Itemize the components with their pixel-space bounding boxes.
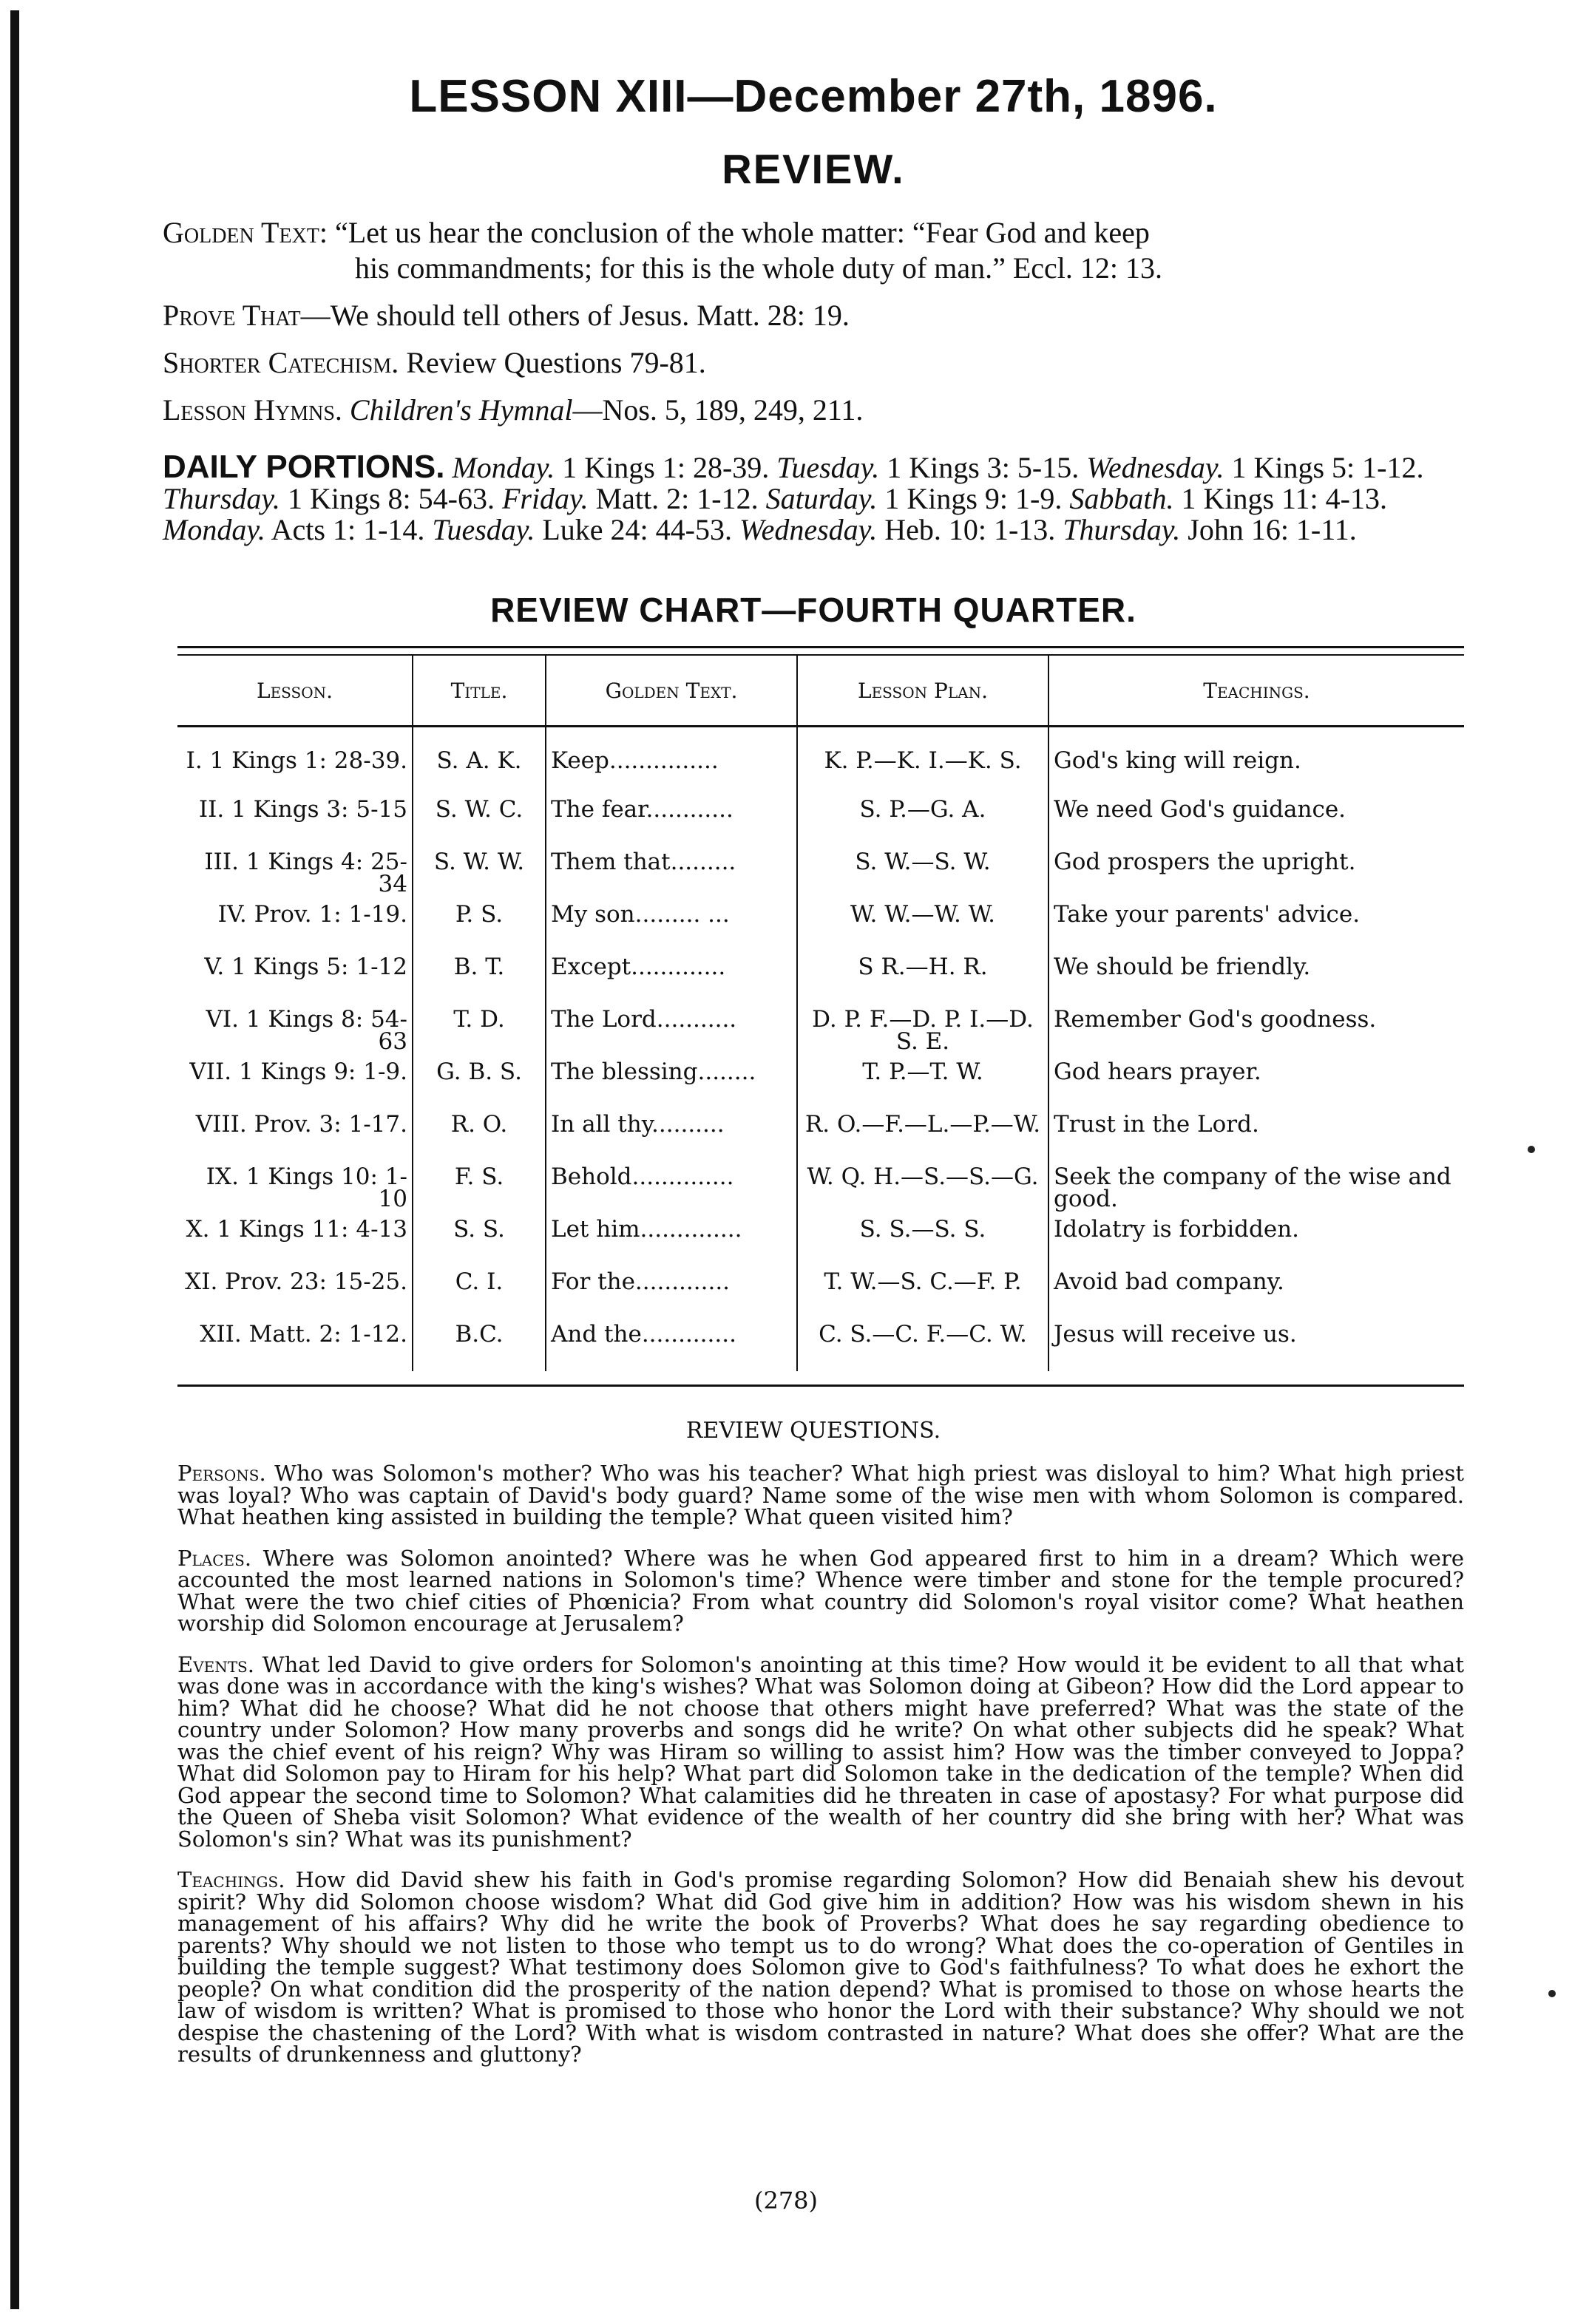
chart-cell-teachings: Idolatry is forbidden. bbox=[1048, 1214, 1464, 1266]
daily-portion-day: Tuesday. bbox=[432, 513, 535, 546]
daily-portion-ref: 1 Kings 1: 28-39. bbox=[555, 451, 777, 484]
header-teachings: Teachings. bbox=[1048, 656, 1464, 727]
daily-portion-day: Thursday. bbox=[1063, 513, 1181, 546]
chart-cell-lesson-plan: S R.—H. R. bbox=[797, 951, 1048, 1004]
chart-row bbox=[177, 951, 1464, 1004]
chart-cell-title: P. S. bbox=[413, 899, 546, 951]
chart-cell-title: S. W. C. bbox=[413, 794, 546, 846]
persons-text: Who was Solomon's mother? Who was his teacher? What high priest was disloyal to him? What high priest was loyal? Who was captain of David's body guard? Name some of the wise men with whom Solomon is compared. What heathen king assisted in building the temple? What queen visited him? bbox=[177, 1461, 1464, 1529]
lesson-hymns-book: Children's Hymnal bbox=[349, 393, 573, 427]
teachings-label: Teachings. bbox=[177, 1867, 285, 1892]
daily-portion-ref: Luke 24: 44-53. bbox=[535, 513, 739, 546]
chart-cell-lesson: V. 1 Kings 5: 1-12 bbox=[204, 954, 407, 980]
daily-portion-day: Wednesday. bbox=[1086, 451, 1224, 484]
header-lesson-plan: Lesson Plan. bbox=[797, 656, 1048, 727]
chart-cell-lesson: II. 1 Kings 3: 5-15 bbox=[198, 796, 407, 823]
header-title: Title. bbox=[413, 656, 546, 727]
chart-cell-golden-text: Them that......... bbox=[546, 846, 797, 899]
margin-speck bbox=[1548, 1990, 1556, 1997]
lesson-hymns bbox=[163, 393, 1464, 428]
chart-row bbox=[177, 1056, 1464, 1109]
review-questions-title: REVIEW QUESTIONS. bbox=[685, 1418, 941, 1444]
teachings-questions bbox=[177, 1869, 1464, 2066]
chart-cell-title: S. W. W. bbox=[413, 846, 546, 899]
daily-portions-heading: DAILY PORTIONS. bbox=[163, 449, 445, 485]
chart-cell-title: S. A. K. bbox=[413, 727, 546, 795]
chart-cell-lesson: XII. Matt. 2: 1-12. bbox=[200, 1321, 407, 1348]
prove-that bbox=[163, 298, 1464, 333]
chart-cell-lesson-plan: T. W.—S. C.—F. P. bbox=[797, 1266, 1048, 1319]
chart-cell-golden-text: Keep............... bbox=[546, 727, 797, 795]
lesson-hymns-text: —Nos. 5, 189, 249, 211. bbox=[572, 393, 864, 427]
places-questions bbox=[177, 1545, 1464, 1636]
left-margin-rule bbox=[10, 10, 19, 2309]
chart-cell-golden-text: The blessing........ bbox=[546, 1056, 797, 1109]
chart-cell-lesson: III. 1 Kings 4: 25-34 bbox=[204, 849, 407, 897]
chart-cell-teachings: We should be friendly. bbox=[1048, 951, 1464, 1004]
persons-label: Persons. bbox=[177, 1461, 266, 1486]
page-number: (278) bbox=[753, 2187, 819, 2215]
golden-text-line2: his commandments; for this is the whole duty of man.” Eccl. 12: 13. bbox=[355, 251, 1163, 285]
chart-cell-teachings: Trust in the Lord. bbox=[1048, 1109, 1464, 1161]
chart-cell-lesson-plan: T. P.—T. W. bbox=[797, 1056, 1048, 1109]
chart-cell-title: T. D. bbox=[413, 1004, 546, 1056]
shorter-catechism-label: Shorter Catechism. bbox=[163, 346, 399, 379]
chart-cell-lesson: VI. 1 Kings 8: 54-63 bbox=[206, 1006, 407, 1055]
events-questions bbox=[177, 1651, 1464, 1852]
chart-row bbox=[177, 794, 1464, 846]
chart-cell-lesson-plan: W. Q. H.—S.—S.—G. bbox=[797, 1161, 1048, 1214]
chart-cell-golden-text: Except............. bbox=[546, 951, 797, 1004]
chart-cell-title: B.C. bbox=[413, 1319, 546, 1371]
lesson-title: LESSON XIII—December 27th, 1896. bbox=[409, 71, 1218, 122]
daily-portion-day: Wednesday. bbox=[739, 513, 878, 546]
chart-cell-lesson: IX. 1 Kings 10: 1-10 bbox=[206, 1163, 407, 1212]
chart-cell-golden-text: My son......... ... bbox=[546, 899, 797, 951]
chart-cell-golden-text: And the............. bbox=[546, 1319, 797, 1371]
chart-cell-lesson-plan: D. P. F.—D. P. I.—D. S. E. bbox=[797, 1004, 1048, 1056]
chart-cell-teachings: Take your parents' advice. bbox=[1048, 899, 1464, 951]
shorter-catechism-text: Review Questions 79-81. bbox=[399, 346, 706, 379]
golden-text-line1: “Let us hear the conclusion of the whole matter: “Fear God and keep bbox=[335, 216, 1150, 249]
chart-cell-lesson: I. 1 Kings 1: 28-39. bbox=[186, 747, 407, 774]
daily-portion-day: Thursday. bbox=[163, 482, 280, 515]
lesson-hymns-label: Lesson Hymns. bbox=[163, 393, 342, 427]
chart-cell-teachings: Jesus will receive us. bbox=[1048, 1319, 1464, 1371]
daily-portion-day: Monday. bbox=[452, 451, 555, 484]
chart-cell-lesson: VII. 1 Kings 9: 1-9. bbox=[189, 1059, 407, 1085]
chart-cell-lesson: XI. Prov. 23: 15-25. bbox=[185, 1268, 407, 1295]
chart-cell-teachings: God prospers the upright. bbox=[1048, 846, 1464, 899]
chart-row bbox=[177, 1319, 1464, 1371]
places-text: Where was Solomon anointed? Where was he when God appeared first to him in a dream? Which were accounted the most learned nations in Solomon's time? Whence were timber and stone for the temple procured? What were the two chief cities of Phœnicia? From what country did Solomon's royal visitor come? What heathen worship did Solomon encourage at Jerusalem? bbox=[177, 1545, 1464, 1636]
daily-portion-ref: 1 Kings 3: 5-15. bbox=[879, 451, 1087, 484]
header-golden-text: Golden Text. bbox=[546, 656, 797, 727]
chart-cell-title: S. S. bbox=[413, 1214, 546, 1266]
daily-portion-day: Saturday. bbox=[765, 482, 878, 515]
header-lesson: Lesson. bbox=[177, 656, 413, 727]
review-title: REVIEW. bbox=[722, 146, 905, 192]
chart-cell-title: F. S. bbox=[413, 1161, 546, 1214]
chart-cell-title: B. T. bbox=[413, 951, 546, 1004]
chart-body bbox=[177, 727, 1464, 1372]
daily-portion-ref: Acts 1: 1-14. bbox=[265, 513, 433, 546]
daily-portions bbox=[163, 449, 1464, 546]
chart-cell-golden-text: Behold.............. bbox=[546, 1161, 797, 1214]
persons-questions bbox=[177, 1463, 1464, 1529]
events-label: Events. bbox=[177, 1651, 254, 1677]
chart-cell-title: R. O. bbox=[413, 1109, 546, 1161]
chart-cell-golden-text: In all thy.......... bbox=[546, 1109, 797, 1161]
daily-portion-ref: Matt. 2: 1-12. bbox=[588, 482, 766, 515]
chart-cell-lesson-plan: S. P.—G. A. bbox=[797, 794, 1048, 846]
prove-that-text: —We should tell others of Jesus. Matt. 28: 19. bbox=[300, 299, 850, 332]
daily-portion-ref: 1 Kings 9: 1-9. bbox=[877, 482, 1070, 515]
daily-portion-day: Tuesday. bbox=[776, 451, 880, 484]
chart-cell-title: C. I. bbox=[413, 1266, 546, 1319]
chart-cell-lesson: IV. Prov. 1: 1-19. bbox=[217, 901, 407, 928]
chart-cell-lesson-plan: R. O.—F.—L.—P.—W. bbox=[797, 1109, 1048, 1161]
chart-cell-golden-text: For the............. bbox=[546, 1266, 797, 1319]
places-label: Places. bbox=[177, 1545, 252, 1571]
chart-row bbox=[177, 1004, 1464, 1056]
chart-top-rule bbox=[177, 646, 1464, 656]
review-chart bbox=[177, 656, 1464, 1371]
prove-that-label: Prove That bbox=[163, 299, 301, 332]
chart-cell-lesson-plan: C. S.—C. F.—C. W. bbox=[797, 1319, 1048, 1371]
chart-cell-golden-text: The fear............ bbox=[546, 794, 797, 846]
chart-cell-lesson: VIII. Prov. 3: 1-17. bbox=[195, 1111, 407, 1138]
chart-cell-lesson-plan: K. P.—K. I.—K. S. bbox=[797, 727, 1048, 795]
chart-row bbox=[177, 1214, 1464, 1266]
page-content bbox=[163, 70, 1464, 2085]
daily-portion-day: Monday. bbox=[163, 513, 265, 546]
chart-cell-golden-text: The Lord........... bbox=[546, 1004, 797, 1056]
teachings-text: How did David shew his faith in God's promise regarding Solomon? How did Benaiah shew his devout spirit? Why did Solomon choose wisdom? What did God give him in addition? How was his wisdom shewn in his management of his affairs? Why did he write the book of Proverbs? What does he say regarding obedience to parents? Why should we not listen to those who tempt us to do wrong? What does the co-operation of Gentiles in building the temple suggest? What testimony does Solomon give to God's faithfulness? To what does he exhort the people? On what condition did the prosperity of the nation depend? What is promised to those on whose hearts the law of wisdom is written? What is promised to those who honor the Lord with their substance? Why should we not despise the chastening of the Lord? With what is wisdom contrasted in nature? What does she offer? What are the results of drunkenness and gluttony? bbox=[177, 1867, 1464, 2067]
chart-header-row bbox=[177, 656, 1464, 727]
chart-cell-lesson-plan: W. W.—W. W. bbox=[797, 899, 1048, 951]
chart-cell-teachings: God's king will reign. bbox=[1048, 727, 1464, 795]
chart-cell-lesson-plan: S. W.—S. W. bbox=[797, 846, 1048, 899]
chart-cell-teachings: We need God's guidance. bbox=[1048, 794, 1464, 846]
chart-row bbox=[177, 1109, 1464, 1161]
chart-bottom-rule bbox=[177, 1384, 1464, 1387]
shorter-catechism bbox=[163, 345, 1464, 381]
chart-row bbox=[177, 846, 1464, 899]
golden-text-label: Golden Text: bbox=[163, 216, 328, 249]
daily-portion-ref: Heb. 10: 1-13. bbox=[877, 513, 1063, 546]
daily-portion-ref: John 16: 1-11. bbox=[1180, 513, 1357, 546]
daily-portion-day: Friday. bbox=[501, 482, 589, 515]
chart-cell-golden-text: Let him.............. bbox=[546, 1214, 797, 1266]
chart-row bbox=[177, 727, 1464, 795]
margin-speck bbox=[1528, 1146, 1535, 1153]
chart-cell-title: G. B. S. bbox=[413, 1056, 546, 1109]
chart-cell-lesson: X. 1 Kings 11: 4-13 bbox=[186, 1216, 407, 1243]
chart-cell-lesson-plan: S. S.—S. S. bbox=[797, 1214, 1048, 1266]
chart-cell-teachings: Avoid bad company. bbox=[1048, 1266, 1464, 1319]
chart-row bbox=[177, 1161, 1464, 1214]
events-text: What led David to give orders for Solomon's anointing at this time? How would it be evident to all that what was done was in accordance with the king's wishes? What was Solomon doing at Gibeon? How did the Lord appear to him? What did he choose? What did he not choose that others might have preferred? What was the state of the country under Solomon? How many proverbs and songs did he write? On what other subjects did he speak? What was the chief event of his reign? Why was Hiram so willing to assist him? How was the timber conveyed to Joppa? What did Solomon pay to Hiram for his help? What part did Solomon take in the dedication of the temple? When did God appear the second time to Solomon? What calamities did he threaten in case of apostasy? For what purpose did the Queen of Sheba visit Solomon? What evidence of the wealth of her country did she bring with her? What was Solomon's sin? What was its punishment? bbox=[177, 1651, 1464, 1852]
daily-portion-ref: 1 Kings 5: 1-12. bbox=[1224, 451, 1424, 484]
chart-row bbox=[177, 1266, 1464, 1319]
chart-cell-teachings: God hears prayer. bbox=[1048, 1056, 1464, 1109]
daily-portion-ref: 1 Kings 11: 4-13. bbox=[1173, 482, 1387, 515]
daily-portion-day: Sabbath. bbox=[1069, 482, 1174, 515]
daily-portion-ref: 1 Kings 8: 54-63. bbox=[279, 482, 502, 515]
chart-title: REVIEW CHART—FOURTH QUARTER. bbox=[490, 591, 1136, 629]
golden-text bbox=[163, 215, 1464, 286]
chart-row bbox=[177, 899, 1464, 951]
chart-cell-teachings: Remember God's goodness. bbox=[1048, 1004, 1464, 1056]
chart-cell-teachings: Seek the company of the wise and good. bbox=[1048, 1161, 1464, 1214]
